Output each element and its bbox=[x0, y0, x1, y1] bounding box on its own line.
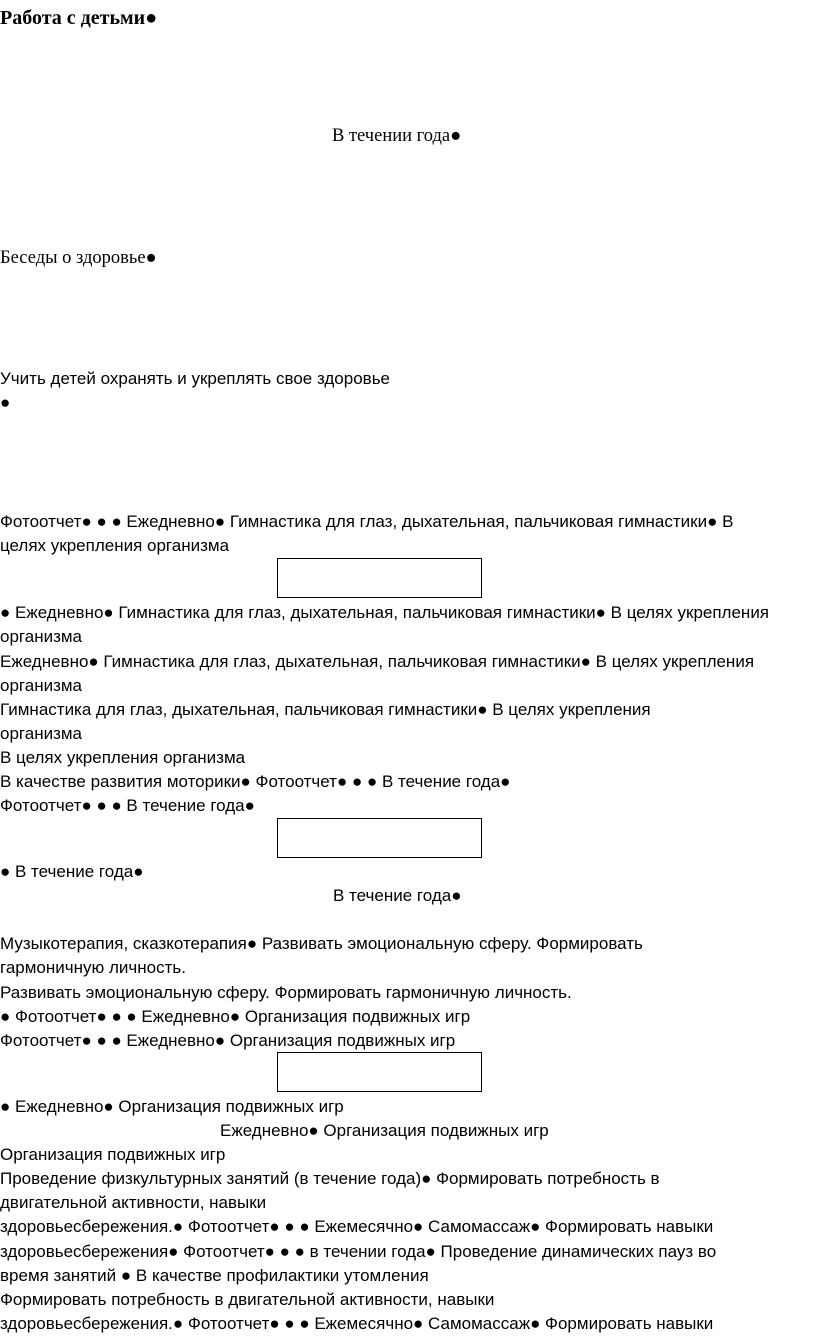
text-line: ● Ежедневно● Организация подвижных игр bbox=[0, 1097, 344, 1116]
text-line: Музыкотерапия, сказкотерапия● Развивать эмоциональную сферу. Формировать bbox=[0, 934, 643, 953]
text-line: Организация подвижных игр bbox=[0, 1145, 226, 1164]
text-line: ● Ежедневно● Гимнастика для глаз, дыхательная, пальчиковая гимнастики● В целях укрепления bbox=[0, 603, 770, 622]
text-line: целях укрепления организма bbox=[0, 536, 230, 555]
text-line: гармоничную личность. bbox=[0, 958, 186, 977]
text-line: здоровьесбережения● Фотоотчет● ● ● в течении года● Проведение динамических пауз во bbox=[0, 1242, 717, 1261]
text-line: Учить детей охранять и укреплять свое здоровье bbox=[0, 369, 391, 388]
text-line: Ежедневно● Гимнастика для глаз, дыхательная, пальчиковая гимнастики● В целях укрепления bbox=[0, 652, 755, 671]
bullet-mark: ● bbox=[0, 393, 11, 412]
text-line: Гимнастика для глаз, дыхательная, пальчиковая гимнастики● В целях укрепления bbox=[0, 700, 651, 719]
text-line: В целях укрепления организма bbox=[0, 748, 246, 767]
text-line: Развивать эмоциональную сферу. Формировать гармоничную личность. bbox=[0, 983, 572, 1002]
text-line: организма bbox=[0, 724, 83, 743]
text-line: организма bbox=[0, 627, 83, 646]
empty-frame bbox=[277, 1052, 482, 1092]
text-line: Формировать потребность в двигательной активности, навыки bbox=[0, 1290, 495, 1309]
text-line: Фотоотчет● ● ● Ежедневно● Гимнастика для глаз, дыхательная, пальчиковая гимнастики● В bbox=[0, 512, 734, 531]
text-line: ● Фотоотчет● ● ● Ежедневно● Организация подвижных игр bbox=[0, 1007, 471, 1026]
text-line: время занятий ● В качестве профилактики утомления bbox=[0, 1266, 429, 1285]
text-line: В течении года● bbox=[332, 126, 462, 146]
text-line: Ежедневно● Организация подвижных игр bbox=[220, 1121, 549, 1140]
heading-work-with-children: Работа с детьми● bbox=[0, 7, 158, 29]
text-line: двигательной активности, навыки bbox=[0, 1193, 267, 1212]
text-line: В качестве развития моторики● Фотоотчет● ● ● В течение года● bbox=[0, 772, 511, 791]
text-line: Беседы о здоровье● bbox=[0, 248, 157, 268]
text-line: организма bbox=[0, 676, 83, 695]
text-line: здоровьесбережения.● Фотоотчет● ● ● Ежемесячно● Самомассаж● Формировать навыки bbox=[0, 1314, 714, 1333]
empty-frame bbox=[277, 558, 482, 598]
empty-frame bbox=[277, 818, 482, 858]
text-line: Фотоотчет● ● ● Ежедневно● Организация подвижных игр bbox=[0, 1031, 456, 1050]
text-line: Фотоотчет● ● ● В течение года● bbox=[0, 796, 255, 815]
text-line: ● В течение года● bbox=[0, 862, 144, 881]
text-line: здоровьесбережения.● Фотоотчет● ● ● Ежемесячно● Самомассаж● Формировать навыки bbox=[0, 1217, 714, 1236]
text-line: В течение года● bbox=[333, 886, 462, 905]
text-line: Проведение физкультурных занятий (в течение года)● Формировать потребность в bbox=[0, 1169, 660, 1188]
